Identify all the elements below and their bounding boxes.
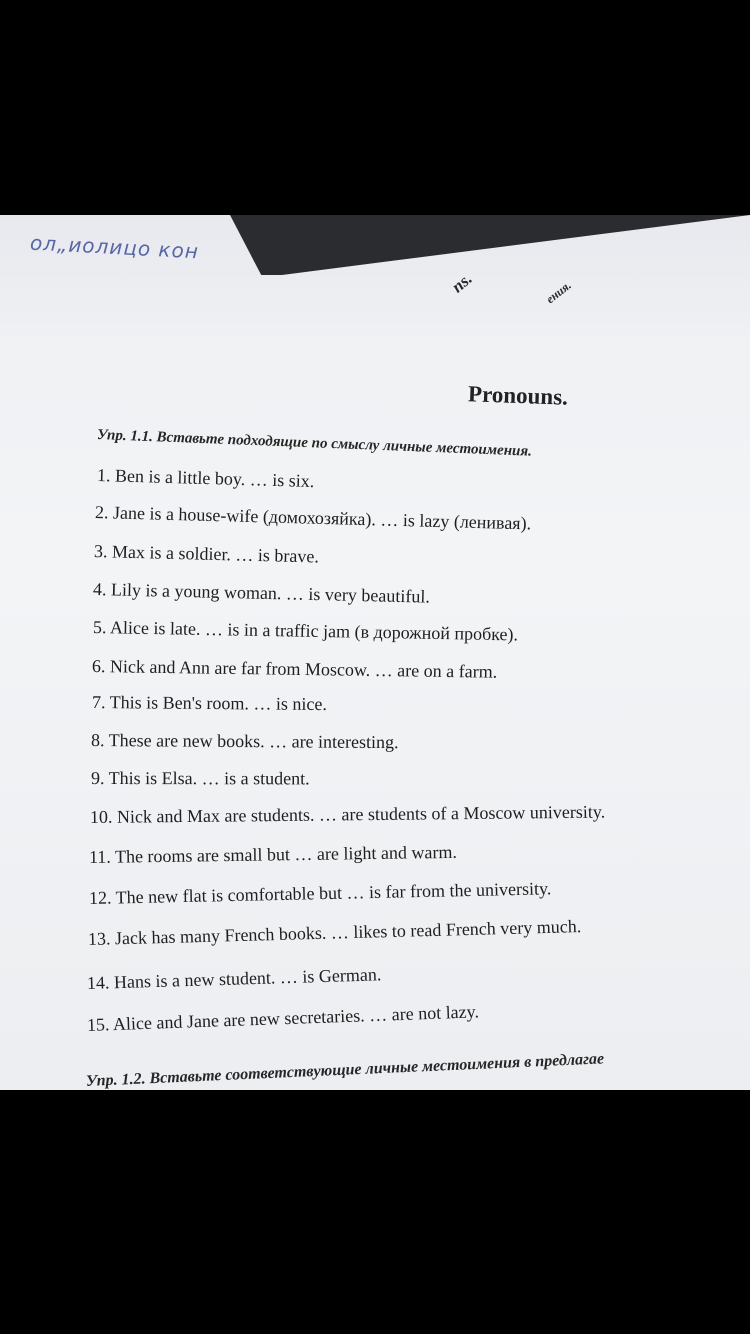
- exercise-item: 5. Alice is late. … is in a traffic jam (в дорожной пробке).: [92, 617, 519, 645]
- exercise-item: 9. This is Elsa. … is a student.: [90, 768, 310, 789]
- exercise-item: 7. This is Ben's room. … is nice.: [91, 692, 327, 715]
- exercise-item: 6. Nick and Ann are far from Moscow. … are on a farm.: [91, 656, 498, 682]
- exercise-item: 2. Jane is a house-wife (домохозяйка). … is lazy (ленивая).: [94, 502, 532, 534]
- exercise-item: 1. Ben is a little boy. … is six.: [96, 465, 315, 492]
- page-title: Pronouns.: [467, 381, 569, 410]
- exercise-item: 11. The rooms are small but … are light and warm.: [88, 841, 458, 867]
- exercise-item: 13. Jack has many French books. … likes to read French very much.: [87, 916, 582, 949]
- exercise-item: 12. The new flat is comfortable but … is far from the university.: [88, 878, 552, 908]
- next-exercise-heading: Упр. 1.2. Вставьте соответствующие личные местоимения в предлагае: [85, 1050, 605, 1090]
- exercise-item: 14. Hans is a new student. … is German.: [86, 964, 382, 993]
- document-photo: [0, 215, 750, 1090]
- worksheet-page: [0, 215, 750, 1090]
- exercise-item: 8. These are new books. … are interesting.: [90, 730, 399, 753]
- exercise-item: 3. Max is a soldier. … is brave.: [93, 541, 320, 567]
- exercise-item: 10. Nick and Max are students. … are students of a Moscow university.: [89, 801, 606, 827]
- handwritten-note: ол„иолицо кон: [29, 230, 200, 264]
- page-fragment-text: ns.: [447, 268, 476, 297]
- exercise-item: 15. Alice and Jane are new secretaries. … are not lazy.: [86, 1001, 480, 1035]
- exercise-heading: Упр. 1.1. Вставьте подходящие по смыслу личные местоимения.: [96, 427, 533, 460]
- page-fragment-text: ения.: [543, 278, 574, 307]
- exercise-item: 4. Lily is a young woman. … is very beautiful.: [92, 579, 431, 607]
